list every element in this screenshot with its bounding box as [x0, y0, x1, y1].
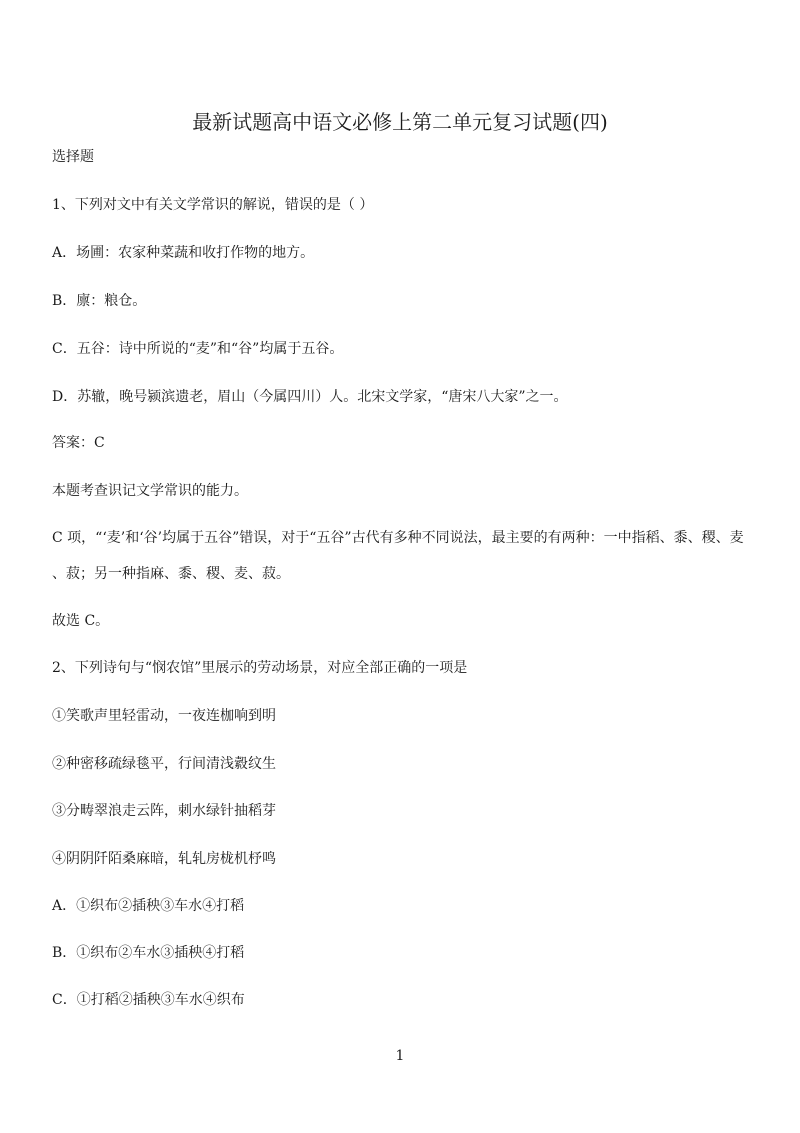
- question-2-verse-2: ②种密移疏绿毯平，行间清浅縠纹生: [52, 756, 276, 772]
- question-1-explanation-continued: 、菽；另一种指麻、黍、稷、麦、菽。: [52, 566, 290, 582]
- question-1-stem: 1、下列对文中有关文学常识的解说，错误的是（ ）: [52, 197, 374, 213]
- question-1-explanation-detail: C 项，“‘麦’和‘谷’均属于五谷”错误，对于“五谷”古代有多种不同说法，最主要的有两种：一中指稻、黍、稷、麦: [52, 530, 744, 546]
- question-2-verse-1: ①笑歌声里轻雷动，一夜连枷响到明: [52, 708, 276, 724]
- page-number: 1: [395, 1048, 405, 1064]
- question-1-option-c: C．五谷：诗中所说的“麦”和“谷”均属于五谷。: [52, 341, 344, 357]
- question-1-answer: 答案：C: [52, 435, 105, 451]
- question-2-option-b: B．①织布②车水③插秧④打稻: [52, 945, 245, 961]
- question-2-option-c: C．①打稻②插秧③车水④织布: [52, 992, 245, 1008]
- question-1-option-a: A．场圃：农家种菜蔬和收打作物的地方。: [52, 245, 315, 261]
- section-label: 选择题: [52, 149, 94, 165]
- question-2-option-a: A．①织布②插秧③车水④打稻: [52, 898, 245, 914]
- question-1-conclusion: 故选 C。: [52, 613, 110, 629]
- question-1-option-b: B．廪：粮仓。: [52, 293, 147, 309]
- question-2-verse-4: ④阴阴阡陌桑麻暗，轧轧房栊机杼鸣: [52, 851, 276, 867]
- question-2-stem: 2、下列诗句与“悯农馆”里展示的劳动场景，对应全部正确的一项是: [52, 660, 468, 676]
- question-2-verse-3: ③分畴翠浪走云阵，刺水绿针抽稻芽: [52, 803, 276, 819]
- question-1-option-d: D．苏辙，晚号颍滨遗老，眉山（今属四川）人。北宋文学家，“唐宋八大家”之一。: [52, 389, 568, 405]
- question-1-explanation-intro: 本题考查识记文学常识的能力。: [52, 483, 248, 499]
- page-title: 最新试题高中语文必修上第二单元复习试题(四): [192, 110, 608, 134]
